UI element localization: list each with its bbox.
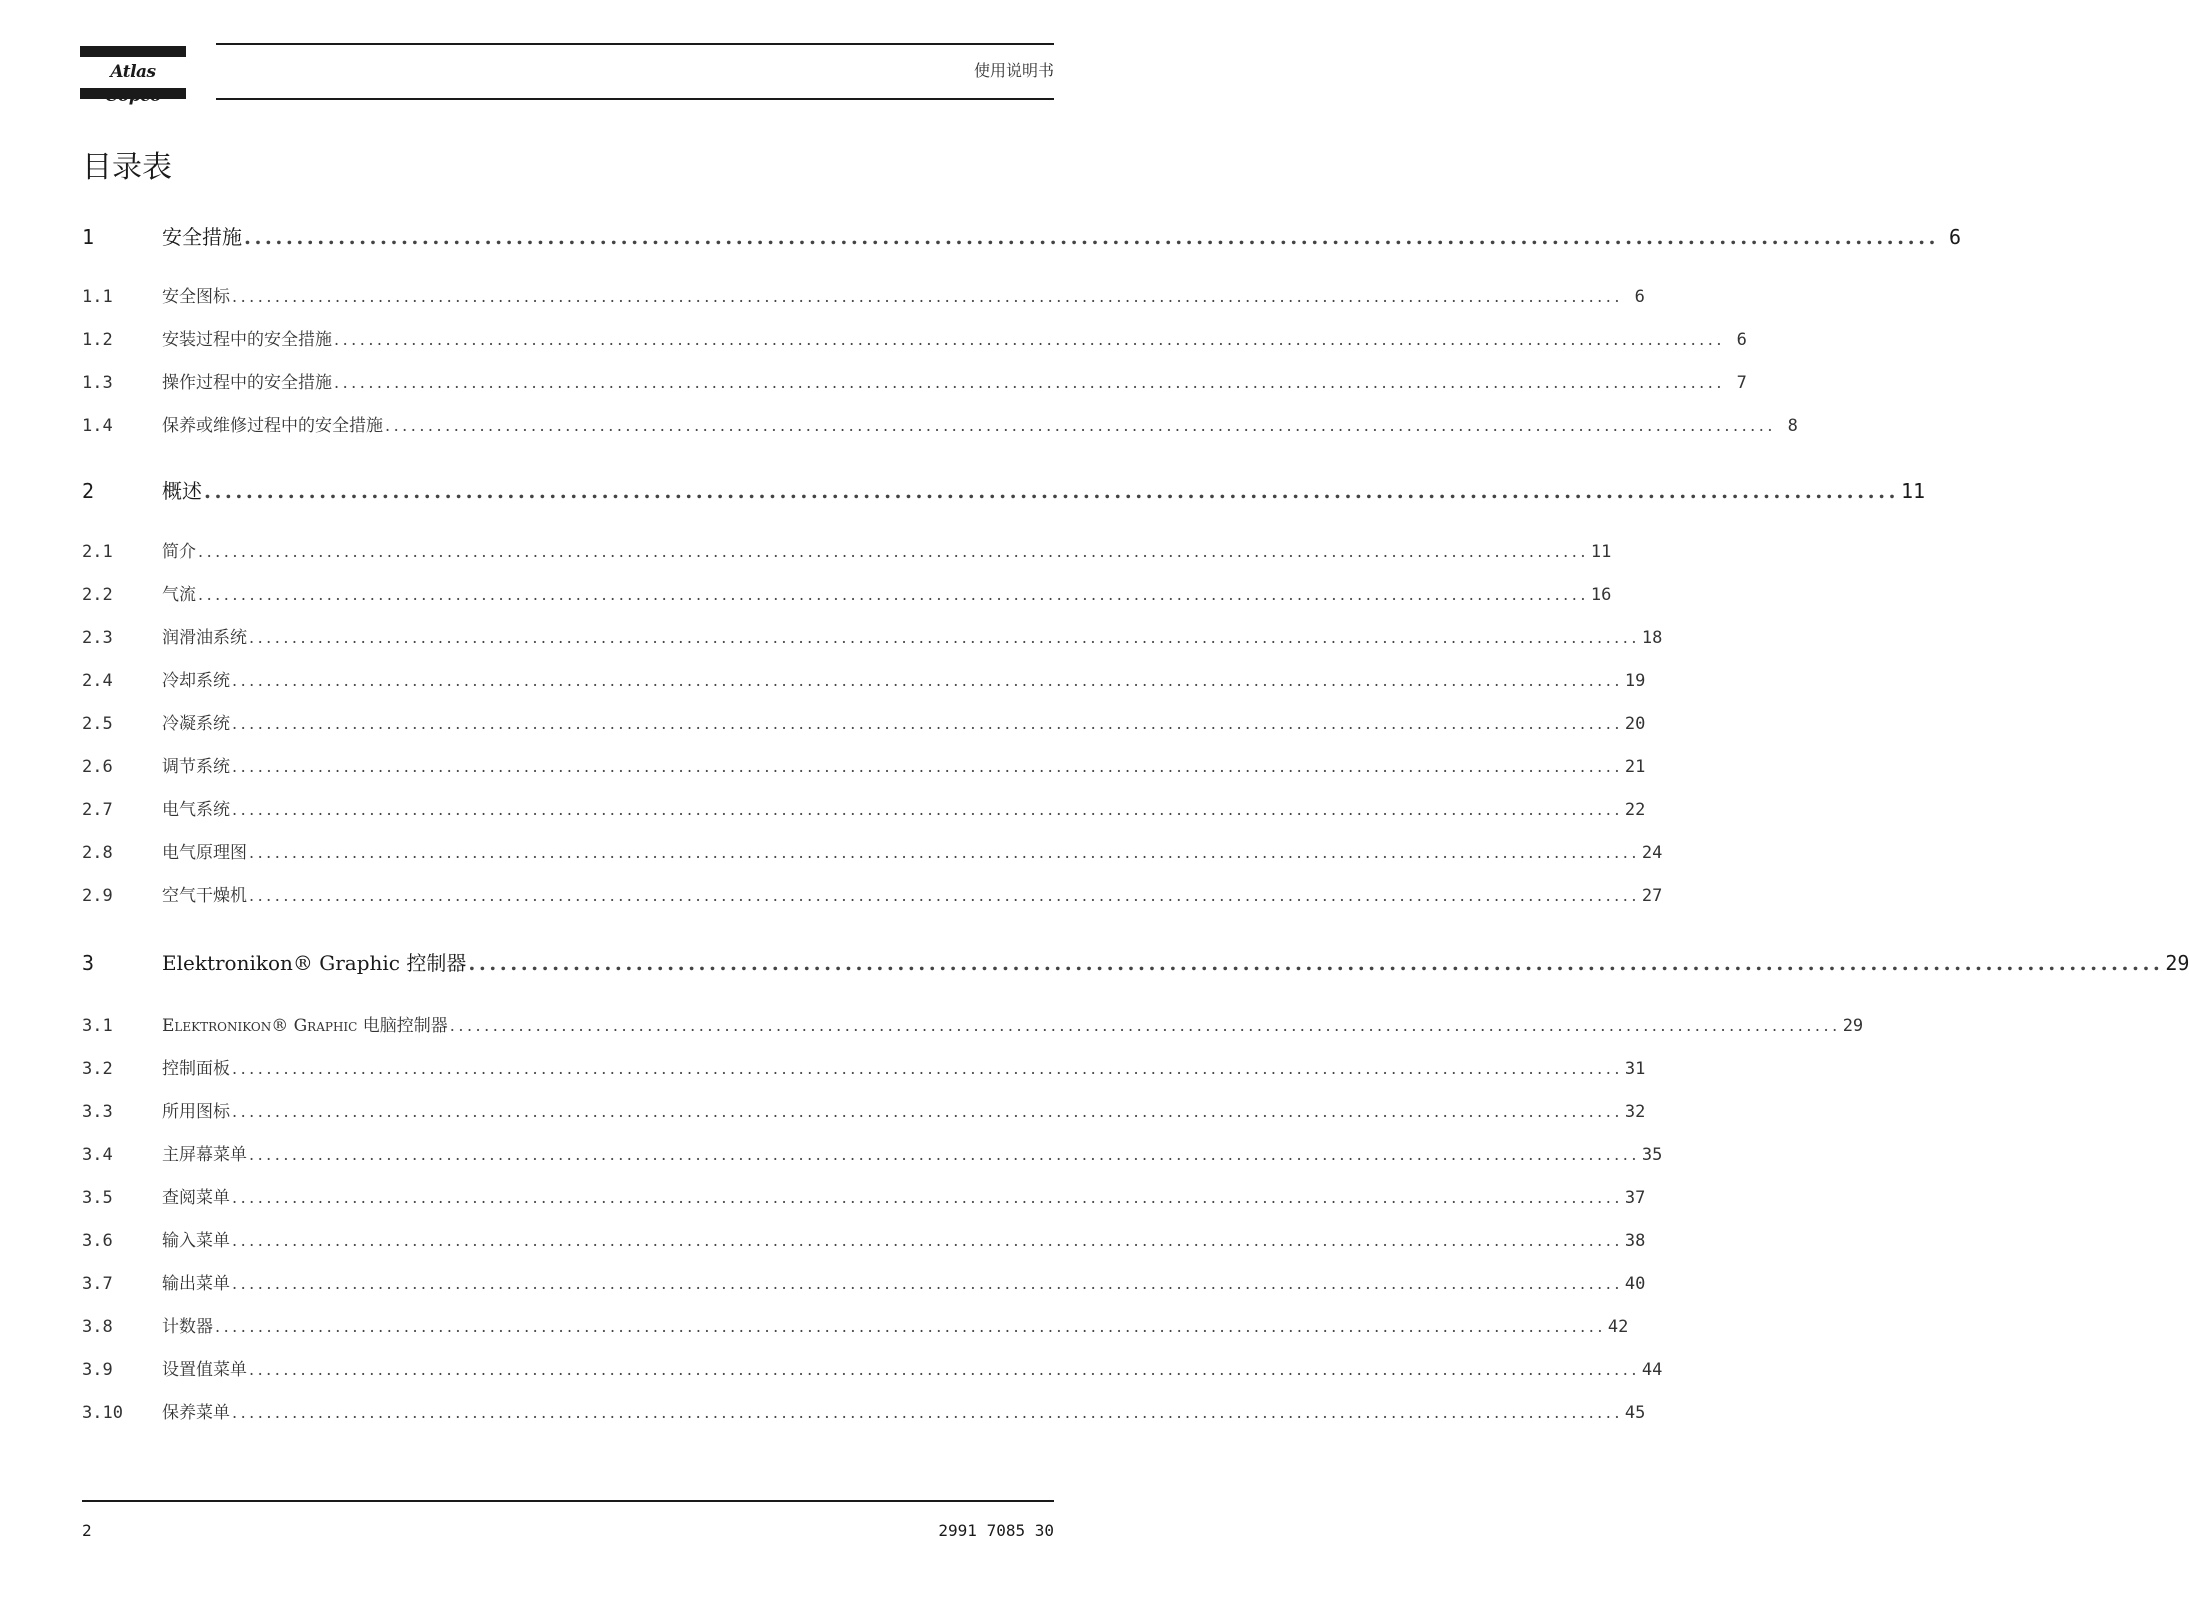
toc-entry-number: 2.4 bbox=[82, 671, 113, 691]
toc-dot-leader: .................................................................................................................................................................. bbox=[244, 225, 1939, 249]
toc-entry-number: 3.9 bbox=[82, 1360, 113, 1380]
toc-section-entry[interactable] bbox=[82, 627, 1663, 649]
toc-dot-leader: .................................................................................................................................................................. bbox=[198, 585, 1589, 604]
toc-entry-page: 6 bbox=[1948, 225, 1961, 249]
toc-entry-page: 24 bbox=[1641, 843, 1663, 863]
toc-section-entry[interactable] bbox=[82, 713, 1646, 735]
toc-entry-title: 所用图标 bbox=[162, 1102, 230, 1122]
toc-dot-leader: .................................................................................................................................................................. bbox=[232, 671, 1623, 690]
toc-dot-leader: .................................................................................................................................................................. bbox=[232, 287, 1623, 306]
toc-section-entry[interactable] bbox=[82, 1402, 1646, 1424]
toc-chapter-entry[interactable] bbox=[82, 950, 2189, 976]
toc-entry-page: 32 bbox=[1624, 1102, 1646, 1122]
toc-entry-title: 计数器 bbox=[162, 1317, 213, 1337]
toc-dot-leader: .................................................................................................................................................................. bbox=[334, 373, 1725, 392]
toc-section-entry[interactable] bbox=[82, 1015, 1864, 1037]
toc-entry-page: 27 bbox=[1641, 886, 1663, 906]
atlas-copco-logo bbox=[80, 46, 186, 99]
header-rule-bottom bbox=[216, 98, 1054, 100]
toc-section-entry[interactable] bbox=[82, 842, 1663, 864]
footer-page-number: 2 bbox=[82, 1521, 92, 1540]
toc-section-entry[interactable] bbox=[82, 885, 1663, 907]
toc-entry-page: 8 bbox=[1787, 416, 1798, 436]
header-rule-top bbox=[216, 43, 1054, 45]
toc-entry-page: 22 bbox=[1624, 800, 1646, 820]
logo-bar-bottom bbox=[80, 88, 186, 99]
toc-entry-page: 45 bbox=[1624, 1403, 1646, 1423]
toc-entry-page: 40 bbox=[1624, 1274, 1646, 1294]
toc-entry-page: 42 bbox=[1607, 1317, 1629, 1337]
toc-section-entry[interactable] bbox=[82, 670, 1646, 692]
toc-entry-title: 输出菜单 bbox=[162, 1274, 230, 1294]
toc-entry-number: 3.6 bbox=[82, 1231, 113, 1251]
toc-dot-leader: .................................................................................................................................................................. bbox=[334, 330, 1725, 349]
toc-section-entry[interactable] bbox=[82, 286, 1645, 308]
toc-entry-page: 6 bbox=[1634, 287, 1645, 307]
toc-section-entry[interactable] bbox=[82, 1359, 1663, 1381]
toc-dot-leader: .................................................................................................................................................................. bbox=[249, 1360, 1640, 1379]
toc-entry-title: 保养菜单 bbox=[162, 1403, 230, 1423]
toc-entry-page: 18 bbox=[1641, 628, 1663, 648]
toc-dot-leader: .................................................................................................................................................................. bbox=[232, 1403, 1623, 1422]
toc-entry-number: 3.8 bbox=[82, 1317, 113, 1337]
toc-entry-page: 16 bbox=[1590, 585, 1612, 605]
toc-dot-leader: .................................................................................................................................................................. bbox=[215, 1317, 1606, 1336]
toc-entry-number: 1.4 bbox=[82, 416, 113, 436]
toc-entry-title: 安全图标 bbox=[162, 287, 230, 307]
toc-chapter-entry[interactable] bbox=[82, 224, 1961, 250]
toc-entry-number: 3.3 bbox=[82, 1102, 113, 1122]
toc-entry-page: 21 bbox=[1624, 757, 1646, 777]
toc-entry-number: 3.2 bbox=[82, 1059, 113, 1079]
toc-entry-title: Elektronikon® Graphic 控制器 bbox=[162, 951, 467, 975]
toc-entry-title: 设置值菜单 bbox=[162, 1360, 247, 1380]
toc-entry-title: 控制面板 bbox=[162, 1059, 230, 1079]
toc-entry-number: 1.2 bbox=[82, 330, 113, 350]
toc-section-entry[interactable] bbox=[82, 756, 1646, 778]
toc-entry-number: 3.1 bbox=[82, 1016, 113, 1036]
toc-entry-page: 7 bbox=[1736, 373, 1747, 393]
toc-entry-page: 38 bbox=[1624, 1231, 1646, 1251]
toc-dot-leader: .................................................................................................................................................................. bbox=[449, 1016, 1841, 1035]
toc-entry-page: 6 bbox=[1736, 330, 1747, 350]
page-title: 目录表 bbox=[82, 150, 172, 185]
toc-entry-title: 电气原理图 bbox=[162, 843, 247, 863]
logo-text: Atlas bbox=[110, 62, 156, 82]
toc-entry-page: 11 bbox=[1590, 542, 1612, 562]
document-type: 使用说明书 bbox=[973, 61, 1054, 80]
toc-entry-title: 安装过程中的安全措施 bbox=[162, 330, 332, 350]
toc-entry-number: 3.10 bbox=[82, 1403, 123, 1423]
toc-section-entry[interactable] bbox=[82, 1101, 1646, 1123]
toc-entry-page: 11 bbox=[1901, 479, 1926, 503]
toc-entry-title: 主屏幕菜单 bbox=[162, 1145, 247, 1165]
toc-entry-number: 2.7 bbox=[82, 800, 113, 820]
toc-entry-page: 29 bbox=[2165, 951, 2189, 975]
toc-entry-number: 2.1 bbox=[82, 542, 113, 562]
toc-entry-title: 安全措施 bbox=[162, 225, 242, 249]
toc-entry-title: 概述 bbox=[162, 479, 202, 503]
toc-section-entry[interactable] bbox=[82, 1230, 1646, 1252]
toc-entry-page: 44 bbox=[1641, 1360, 1663, 1380]
toc-section-entry[interactable] bbox=[82, 1316, 1629, 1338]
toc-entry-title: 冷却系统 bbox=[162, 671, 230, 691]
toc-entry-number: 1 bbox=[82, 225, 95, 249]
toc-entry-page: 37 bbox=[1624, 1188, 1646, 1208]
toc-section-entry[interactable] bbox=[82, 415, 1798, 437]
toc-dot-leader: .................................................................................................................................................................. bbox=[249, 628, 1640, 647]
toc-entry-title: 查阅菜单 bbox=[162, 1188, 230, 1208]
toc-section-entry[interactable] bbox=[82, 1273, 1646, 1295]
toc-dot-leader: .................................................................................................................................................................. bbox=[468, 951, 2164, 975]
toc-entry-number: 1.1 bbox=[82, 287, 113, 307]
toc-entry-number: 3.5 bbox=[82, 1188, 113, 1208]
toc-dot-leader: .................................................................................................................................................................. bbox=[232, 800, 1623, 819]
logo-bar-top bbox=[80, 46, 186, 57]
toc-dot-leader: .................................................................................................................................................................. bbox=[232, 1231, 1623, 1250]
toc-entry-title: 冷凝系统 bbox=[162, 714, 230, 734]
toc-dot-leader: .................................................................................................................................................................. bbox=[204, 479, 1899, 503]
toc-entry-title: 保养或维修过程中的安全措施 bbox=[162, 416, 383, 436]
toc-entry-page: 29 bbox=[1842, 1016, 1864, 1036]
toc-dot-leader: .................................................................................................................................................................. bbox=[232, 1059, 1623, 1078]
toc-entry-title: 润滑油系统 bbox=[162, 628, 247, 648]
toc-entry-number: 2.9 bbox=[82, 886, 113, 906]
toc-section-entry[interactable] bbox=[82, 1058, 1646, 1080]
toc-chapter-entry[interactable] bbox=[82, 478, 1926, 504]
toc-section-entry[interactable] bbox=[82, 584, 1612, 606]
toc-entry-title: 简介 bbox=[162, 542, 196, 562]
toc-entry-number: 3.7 bbox=[82, 1274, 113, 1294]
toc-dot-leader: .................................................................................................................................................................. bbox=[385, 416, 1776, 435]
toc-entry-page: 35 bbox=[1641, 1145, 1663, 1165]
toc-entry-number: 1.3 bbox=[82, 373, 113, 393]
toc-entry-number: 2 bbox=[82, 479, 95, 503]
toc-section-entry[interactable] bbox=[82, 372, 1747, 394]
toc-entry-number: 2.8 bbox=[82, 843, 113, 863]
toc-section-entry[interactable] bbox=[82, 541, 1612, 563]
toc-dot-leader: .................................................................................................................................................................. bbox=[232, 1274, 1623, 1293]
toc-entry-number: 2.2 bbox=[82, 585, 113, 605]
toc-entry-number: 3.4 bbox=[82, 1145, 113, 1165]
toc-entry-number: 3 bbox=[82, 951, 95, 975]
toc-entry-page: 31 bbox=[1624, 1059, 1646, 1079]
footer-document-number: 2991 7085 30 bbox=[938, 1521, 1054, 1540]
toc-dot-leader: .................................................................................................................................................................. bbox=[232, 1188, 1623, 1207]
toc-dot-leader: .................................................................................................................................................................. bbox=[198, 542, 1589, 561]
toc-entry-number: 2.5 bbox=[82, 714, 113, 734]
toc-dot-leader: .................................................................................................................................................................. bbox=[232, 714, 1623, 733]
toc-entry-number: 2.6 bbox=[82, 757, 113, 777]
toc-dot-leader: .................................................................................................................................................................. bbox=[232, 757, 1623, 776]
toc-entry-number: 2.3 bbox=[82, 628, 113, 648]
toc-entry-title: Elektronikon® Graphic 电脑控制器 bbox=[162, 1016, 448, 1036]
toc-section-entry[interactable] bbox=[82, 1144, 1663, 1166]
toc-entry-title: 气流 bbox=[162, 585, 196, 605]
toc-entry-title: 操作过程中的安全措施 bbox=[162, 373, 332, 393]
toc-dot-leader: .................................................................................................................................................................. bbox=[232, 1102, 1623, 1121]
footer-rule bbox=[82, 1500, 1054, 1502]
toc-entry-title: 调节系统 bbox=[162, 757, 230, 777]
toc-section-entry[interactable] bbox=[82, 799, 1646, 821]
toc-dot-leader: .................................................................................................................................................................. bbox=[249, 1145, 1640, 1164]
toc-entry-page: 20 bbox=[1624, 714, 1646, 734]
toc-entry-title: 空气干燥机 bbox=[162, 886, 247, 906]
toc-section-entry[interactable] bbox=[82, 329, 1747, 351]
toc-section-entry[interactable] bbox=[82, 1187, 1646, 1209]
toc-dot-leader: .................................................................................................................................................................. bbox=[249, 843, 1640, 862]
toc-entry-title: 电气系统 bbox=[162, 800, 230, 820]
toc-entry-page: 19 bbox=[1624, 671, 1646, 691]
toc-dot-leader: .................................................................................................................................................................. bbox=[249, 886, 1640, 905]
toc-entry-title: 输入菜单 bbox=[162, 1231, 230, 1251]
